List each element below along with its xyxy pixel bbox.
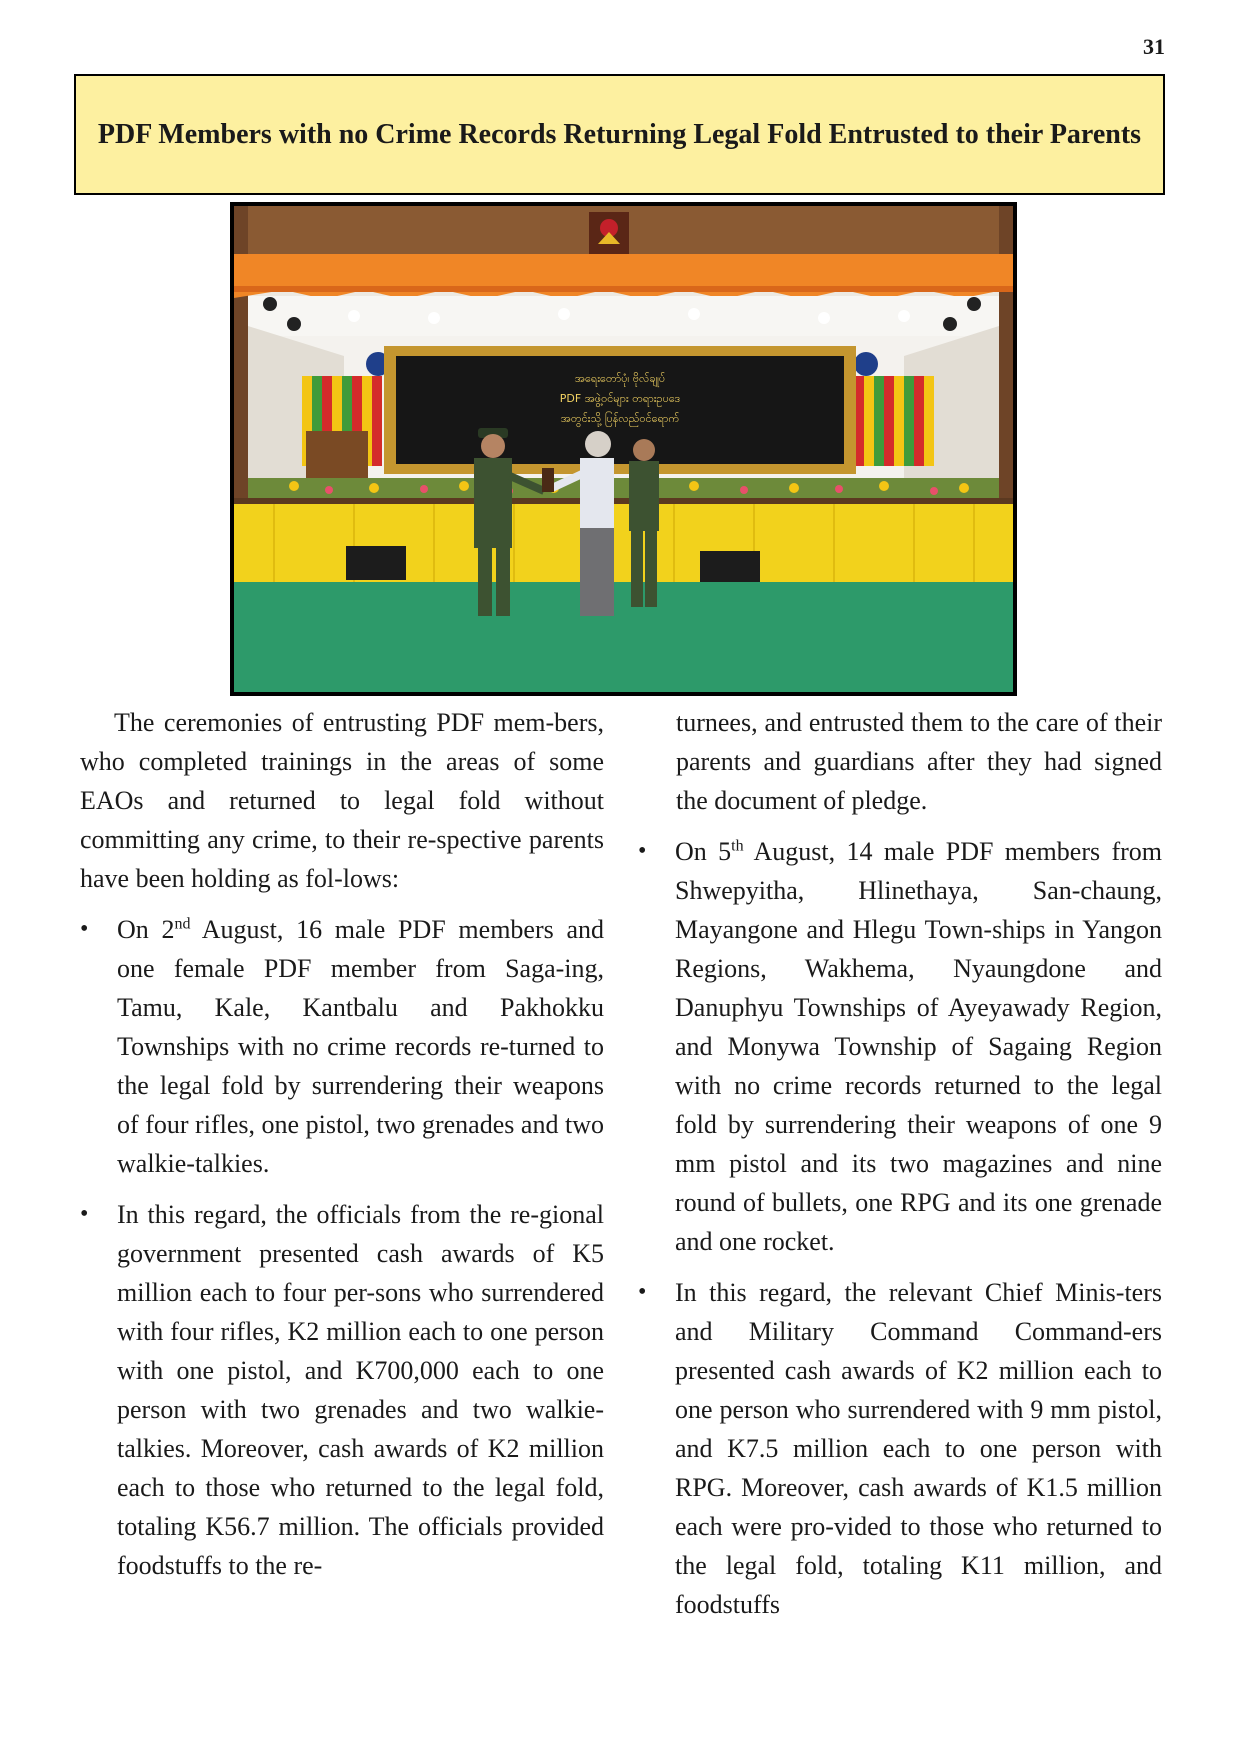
page-number: 31 (1143, 34, 1165, 59)
bullet-text: In this regard, the officials from the re-gional government presented cash awards of K5 million each to four per-sons who surrendered with four rifles, K2 million each to one person with one pistol, and K700,000 each to one person with two grenades and two walkie-talkies. Moreover, cash awards of K2 million each to those who returned to the legal fold, totaling K56.7 million. The officials provided foodstuffs to the re- (117, 1200, 604, 1580)
intro-paragraph: The ceremonies of entrusting PDF mem-bers, who completed trainings in the areas of some EAOs and returned to legal fold without committing any crime, to their re-spective parents have been holding as fol-lows: (80, 708, 604, 893)
banner-line-2: PDF အဖွဲ့ဝင်များ တရားဥပဒေ (559, 392, 681, 405)
bullet-text: On 5 (675, 837, 732, 866)
page-title: PDF Members with no Crime Records Returning Legal Fold Entrusted to their Parents (97, 118, 1142, 150)
bullet-text: On 2 (117, 915, 175, 944)
list-item (638, 832, 1162, 1261)
title-box (74, 74, 1165, 195)
list-item (638, 1273, 1162, 1624)
ceremony-photo (230, 202, 1017, 696)
left-bullet-list (80, 910, 604, 1585)
banner-line-1: အရေးတော်ပုံ၊ ဗိုလ်ချုပ် (574, 372, 666, 385)
bullet-text: In this regard, the relevant Chief Minis-ters and Military Command Command-ers presented cash awards of K2 million each to one person who surrendered with 9 mm pistol, and K7.5 million each to one person with RPG. Moreover, cash awards of K1.5 million each were pro-vided to those who returned to the legal fold, totaling K11 million, and foodstuffs (675, 1278, 1162, 1619)
bullet-text: August, 14 male PDF members from Shwepyitha, Hlinethaya, San-chaung, Mayangone and Hlegu Town-ships in Yangon Regions, Wakhema, Nyaungdone and Danuphyu Townships of Ayeyawady Region, and Monywa Township of Sagaing Region with no crime records returned to the legal fold by surrendering their weapons of one 9 mm pistol and its two magazines and nine round of bullets, one RPG and its one grenade and one rocket. (675, 837, 1162, 1256)
emblem-icon (589, 212, 629, 256)
ordinal-suffix: nd (174, 915, 191, 933)
bullet-text: August, 16 male PDF members and one female PDF member from Saga-ing, Tamu, Kale, Kantbalu and Pakhokku Townships with no crime records re-turned to the legal fold by surrendering their weapons of four rifles, one pistol, two grenades and two walkie-talkies. (117, 915, 604, 1178)
left-column (80, 703, 604, 1585)
right-bullet-list (638, 832, 1162, 1624)
list-item (80, 910, 604, 1183)
right-column (638, 703, 1162, 1624)
list-item (80, 1195, 604, 1585)
continuation-paragraph: turnees, and entrusted them to the care of their parents and guardians after they had signed the document of pledge. (676, 708, 1162, 815)
ordinal-suffix: th (731, 837, 744, 855)
banner-line-3: အတွင်းသို့ ပြန်လည်ဝင်ရောက် (560, 412, 680, 425)
